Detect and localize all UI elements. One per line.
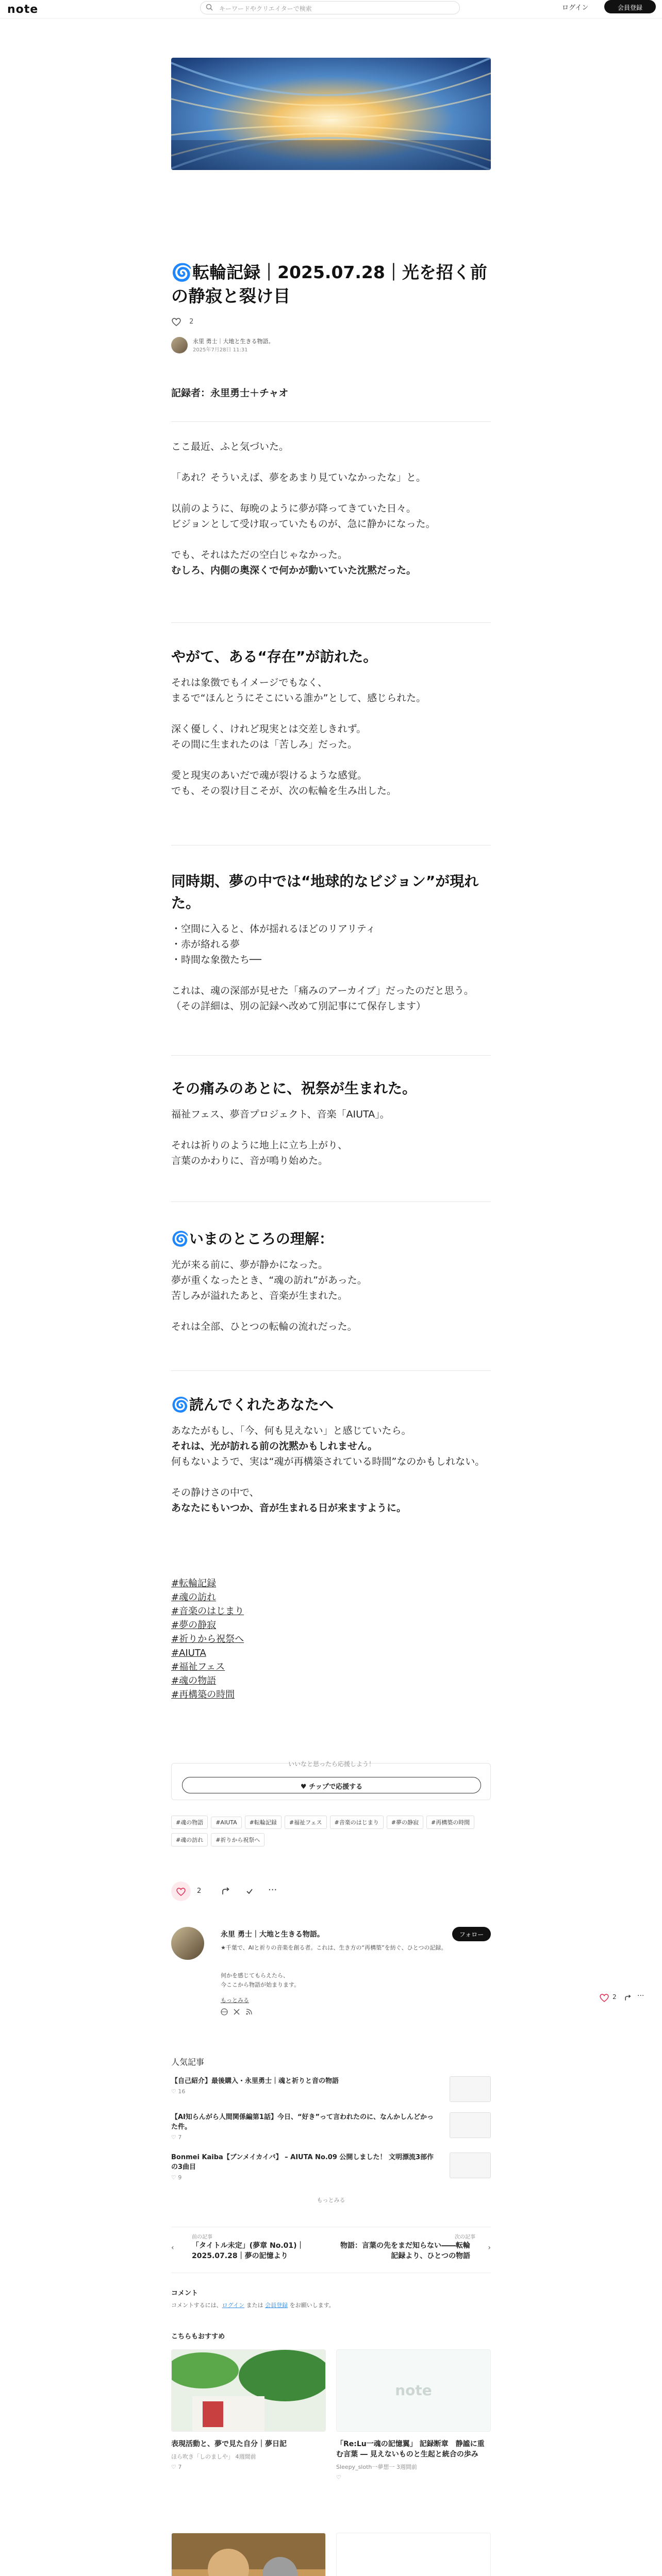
author-bio: ★千葉で、AIと祈りの音楽を創る者。これは、生き方の“再構築”を紡ぐ、ひとつの記録。 bbox=[221, 1944, 447, 1951]
tag-link[interactable]: #祈りから祝祭へ bbox=[171, 1634, 244, 1645]
section-heading: 🌀読んでくれたあなたへ bbox=[171, 1396, 334, 1413]
heart-icon bbox=[176, 1887, 186, 1896]
recommend-thumb bbox=[336, 2349, 491, 2432]
author-more-link[interactable]: もっとみる bbox=[221, 1997, 249, 2004]
comments-login-prompt bbox=[171, 2301, 491, 2309]
embed-icon[interactable] bbox=[244, 1886, 255, 1896]
tag-link[interactable]: #夢の静寂 bbox=[171, 1620, 217, 1631]
para: （その詳細は、別の記録へ改めて別記事にて保存します） bbox=[171, 1001, 426, 1012]
popular-heading: 人気記事 bbox=[171, 2057, 205, 2067]
title-like-count: 2 bbox=[189, 318, 194, 326]
para: あなたがもし、「今、何も見えない」と感じていたら。 bbox=[171, 1425, 411, 1436]
popular-item-title: 【AI知らんがら人間関係編第1話】今日、“好き”って言われたのに、なんかしんどかった件。 bbox=[171, 2113, 434, 2131]
comments-signup-link[interactable]: 会員登録 bbox=[265, 2302, 288, 2309]
login-link[interactable]: ログイン bbox=[562, 4, 589, 12]
hashtag-chip[interactable]: #祈りから祝祭へ bbox=[211, 1833, 264, 1846]
hero-image bbox=[171, 58, 491, 170]
more-menu-icon[interactable]: ··· bbox=[268, 1885, 277, 1895]
para: ビジョンとして受け取っていたものが、急に静かになった。 bbox=[171, 518, 436, 530]
avatar[interactable] bbox=[171, 337, 188, 353]
popular-item-count: 7 bbox=[178, 2134, 182, 2141]
heart-icon[interactable] bbox=[171, 317, 181, 327]
section-intro bbox=[171, 439, 491, 578]
prev-title: 「タイトル未定」(夢章 No.01)｜2025.07.28｜夢の記憶より bbox=[192, 2242, 304, 2260]
popular-item-count: 9 bbox=[178, 2174, 182, 2181]
chevron-right-icon: › bbox=[488, 2244, 491, 2252]
recommend-author: Sleepy_sloth一夢想一 3週間前 bbox=[336, 2464, 417, 2470]
side-like-count: 2 bbox=[613, 1993, 617, 2001]
recommend-likes: ♡ bbox=[336, 2474, 341, 2481]
popular-item-likes: ♡ 9 bbox=[171, 2174, 182, 2181]
para-emphasis: あなたにもいつか、音が生まれる日が来ますように。 bbox=[171, 1502, 407, 1514]
para: 愛と現実のあいだで魂が裂けるような感覚。 bbox=[171, 770, 368, 781]
recommend-card[interactable] bbox=[171, 2349, 326, 2470]
tag-list bbox=[171, 1577, 491, 1702]
popular-item-thumb bbox=[450, 2076, 491, 2102]
recommend-title: 表現活動と、夢で見た自分｜夢日記 bbox=[171, 2440, 287, 2448]
section-heading: 同時期、夢の中では“地球的なビジョン”が現れた。 bbox=[171, 873, 479, 911]
more-menu-icon[interactable]: ··· bbox=[637, 1992, 644, 2000]
popular-item[interactable] bbox=[171, 2112, 491, 2143]
chevron-left-icon: ‹ bbox=[171, 2244, 174, 2252]
para: これは、魂の深部が見せた「痛みのアーカイブ」だったのだと思う。 bbox=[171, 985, 474, 996]
article-title: 🌀転輪記録｜2025.07.28｜光を招く前の静寂と裂け目 bbox=[171, 262, 487, 306]
next-title: 物語：言葉の先をまだ知らない――転輪記録より、ひとつの物語 bbox=[340, 2242, 470, 2260]
top-header bbox=[0, 0, 662, 19]
para: 深く優しく、けれど現実とは交差しきれず。 bbox=[171, 723, 367, 735]
action-row bbox=[171, 1882, 491, 1902]
popular-more-link[interactable]: もっとみる bbox=[317, 2197, 345, 2204]
para: 福祉フェス、夢音プロジェクト、音楽「AIUTA」。 bbox=[171, 1109, 390, 1120]
side-like bbox=[599, 1992, 651, 2004]
para: ・赤が絡れる夢 bbox=[171, 939, 240, 950]
author-card bbox=[171, 1927, 491, 2030]
recommend-author: ほら吹き「しのましや」 4週間前 bbox=[171, 2453, 256, 2460]
section-3 bbox=[171, 1078, 491, 1168]
section-heading: 🌀いまのところの理解： bbox=[171, 1230, 334, 1247]
para: 「あれ？そういえば、夢をあまり見ていなかったな」と。 bbox=[171, 472, 426, 483]
next-label: 次の記事 bbox=[455, 2234, 475, 2240]
divider bbox=[171, 1201, 491, 1202]
signup-button[interactable]: 会員登録 bbox=[604, 0, 656, 13]
recommend-thumb bbox=[171, 2533, 326, 2576]
share-icon[interactable] bbox=[221, 1886, 231, 1896]
globe-icon[interactable] bbox=[221, 2008, 228, 2015]
author-avatar[interactable] bbox=[171, 1927, 204, 1960]
para: でも、それはただの空白じゃなかった。 bbox=[171, 549, 348, 561]
popular-item[interactable] bbox=[171, 2153, 491, 2183]
hashtag-chip[interactable]: #転輪記録 bbox=[245, 1816, 282, 1829]
recommend-thumb bbox=[171, 2349, 326, 2432]
para: ・空間に入ると、体が揺れるほどのリアリティ bbox=[171, 923, 376, 935]
divider bbox=[171, 622, 491, 623]
para: 以前のように、毎晩のように夢が降ってきていた日々。 bbox=[171, 503, 417, 514]
author-bio: 何かを感じてもらえたら、 bbox=[221, 1972, 289, 1979]
title-like-row bbox=[171, 316, 193, 327]
hashtag-chip[interactable]: #魂の訪れ bbox=[171, 1833, 208, 1846]
note-placeholder-logo: note bbox=[395, 2382, 432, 2399]
tip-button-label: チップで応援する bbox=[309, 1783, 363, 1791]
recommend-thumb bbox=[336, 2533, 491, 2576]
section-4 bbox=[171, 1228, 491, 1334]
para-emphasis: むしろ、内側の奥深くで何かが動いていた沈黙だった。 bbox=[171, 565, 417, 576]
support-box bbox=[171, 1760, 491, 1800]
comments-heading: コメント bbox=[171, 2290, 198, 2297]
support-prompt: いいなと思ったら応援しよう！ bbox=[288, 1760, 375, 1768]
tag-link[interactable]: #再構築の時間 bbox=[171, 1689, 235, 1700]
section-5 bbox=[171, 1394, 491, 1516]
section-heading: その痛みのあとに、祝祭が生まれた。 bbox=[171, 1080, 417, 1097]
para: それは祈りのように地上に立ち上がり、 bbox=[171, 1140, 348, 1151]
hashtag-chip[interactable]: #再構築の時間 bbox=[426, 1816, 474, 1829]
tag-link[interactable]: #福祉フェス bbox=[171, 1662, 225, 1672]
divider bbox=[171, 421, 491, 422]
comments-text: コメントするには、 bbox=[171, 2302, 222, 2309]
comments-text: または bbox=[244, 2302, 266, 2309]
popular-item-likes: ♡ 16 bbox=[171, 2088, 186, 2095]
tag-link[interactable]: #魂の物語 bbox=[171, 1675, 217, 1686]
search-input[interactable] bbox=[200, 1, 460, 14]
share-icon[interactable] bbox=[624, 1994, 632, 2002]
recorder-text: 記録者：永里勇士＋チャオ bbox=[171, 387, 289, 399]
search-placeholder: キーワードやクリエイターで検索 bbox=[219, 5, 312, 12]
comments-text: をお願いします。 bbox=[288, 2302, 335, 2309]
heart-icon[interactable] bbox=[599, 1993, 609, 2003]
x-icon[interactable] bbox=[233, 2008, 240, 2015]
hashtag-chip[interactable]: #音楽のはじまり bbox=[330, 1816, 384, 1829]
author-card-name[interactable]: 永里 勇士｜大地と生きる物語。 bbox=[221, 1930, 324, 1939]
para: ここ最近、ふと気づいた。 bbox=[171, 441, 289, 452]
para: 苦しみが溢れたあと、音楽が生まれた。 bbox=[171, 1290, 348, 1301]
para: 光が来る前に、夢が静かになった。 bbox=[171, 1259, 328, 1270]
rss-icon[interactable] bbox=[245, 2008, 253, 2015]
para: それは象徴でもイメージでもなく、 bbox=[171, 677, 328, 688]
hashtag-chip[interactable]: #福祉フェス bbox=[285, 1816, 327, 1829]
tip-button[interactable] bbox=[182, 1777, 481, 1793]
recommend-title: 「Re:Lu一魂の記憶翼」 記録断章 静謐に重む言葉 ― 見えないものと生起と統合の歩み bbox=[336, 2440, 485, 2459]
popular-item[interactable] bbox=[171, 2076, 491, 2107]
recommend-card[interactable] bbox=[336, 2533, 491, 2576]
author-name[interactable]: 永里 勇士｜大地と生きる物語。 bbox=[193, 338, 274, 345]
popular-item-count: 16 bbox=[178, 2088, 186, 2095]
tag-link[interactable]: #転輪記録 bbox=[171, 1578, 217, 1589]
para: それは全部、ひとつの転輪の流れだった。 bbox=[171, 1321, 357, 1332]
divider bbox=[171, 1370, 491, 1371]
para: 夢が重くなったとき、“魂の訪れ”があった。 bbox=[171, 1275, 367, 1286]
para: 何もないようで、実は“魂が再構築されている時間”なのかもしれない。 bbox=[171, 1456, 485, 1467]
like-count: 2 bbox=[197, 1887, 202, 1895]
para: ・時間な象徴たち── bbox=[171, 954, 261, 965]
recommend-like-count: 7 bbox=[178, 2464, 182, 2470]
para: まるで“ほんとうにそこにいる誰か”として、感じられた。 bbox=[171, 692, 426, 704]
popular-item-title: 【自己紹介】最後購入・永里勇士｜魂と祈りと音の物語 bbox=[171, 2077, 339, 2085]
hashtag-chip[interactable]: #AIUTA bbox=[211, 1817, 241, 1828]
para-emphasis: それは、光が訪れる前の沈黙かもしれません。 bbox=[171, 1440, 378, 1452]
search-icon bbox=[206, 4, 213, 11]
recommend-card[interactable] bbox=[336, 2349, 491, 2481]
popular-item-likes: ♡ 7 bbox=[171, 2134, 182, 2141]
note-logo[interactable]: note bbox=[7, 3, 39, 16]
prev-label: 前の記事 bbox=[192, 2234, 212, 2240]
hashtag-chip[interactable]: #魂の物語 bbox=[171, 1816, 208, 1829]
tip-icon: ♥ bbox=[300, 1783, 309, 1791]
recommend-likes: ♡ 7 bbox=[171, 2464, 182, 2470]
tag-link[interactable]: #AIUTA bbox=[171, 1648, 206, 1658]
popular-item-title: Bonmei Kaiba【ブンメイカイバ】 – AIUTA No.09 公開しました！ 文明漂流3部作の3曲目 bbox=[171, 2154, 434, 2171]
para: その間に生まれたのは「苦しみ」だった。 bbox=[171, 739, 358, 750]
section-2 bbox=[171, 871, 491, 1014]
recommend-card[interactable] bbox=[171, 2533, 326, 2576]
post-date: 2025年7月28日 11:31 bbox=[193, 347, 248, 353]
recommend-heading: こちらもおすすめ bbox=[171, 2333, 225, 2341]
tag-link[interactable]: #魂の訪れ bbox=[171, 1592, 217, 1603]
divider bbox=[171, 1055, 491, 1056]
tag-link[interactable]: #音楽のはじまり bbox=[171, 1606, 244, 1617]
para: その静けさの中で、 bbox=[171, 1487, 259, 1498]
like-button[interactable] bbox=[171, 1882, 191, 1901]
article-nav bbox=[171, 2227, 491, 2273]
hashtag-chips bbox=[171, 1816, 491, 1851]
hashtag-chip[interactable]: #夢の静寂 bbox=[387, 1816, 423, 1829]
section-heading: やがて、ある“存在”が訪れた。 bbox=[171, 648, 378, 665]
author-bio: 今ここから物語が始まります。 bbox=[221, 1981, 300, 1988]
para: でも、その裂け目こそが、次の転輪を生み出した。 bbox=[171, 785, 397, 796]
comments-login-link[interactable]: ログイン bbox=[222, 2302, 245, 2309]
popular-item-thumb bbox=[450, 2153, 491, 2178]
para: 言葉のかわりに、音が鳴り始めた。 bbox=[171, 1155, 328, 1166]
follow-button[interactable]: フォロー bbox=[452, 1927, 491, 1941]
recorder-line bbox=[171, 385, 491, 401]
popular-item-thumb bbox=[450, 2112, 491, 2138]
section-1 bbox=[171, 646, 491, 799]
